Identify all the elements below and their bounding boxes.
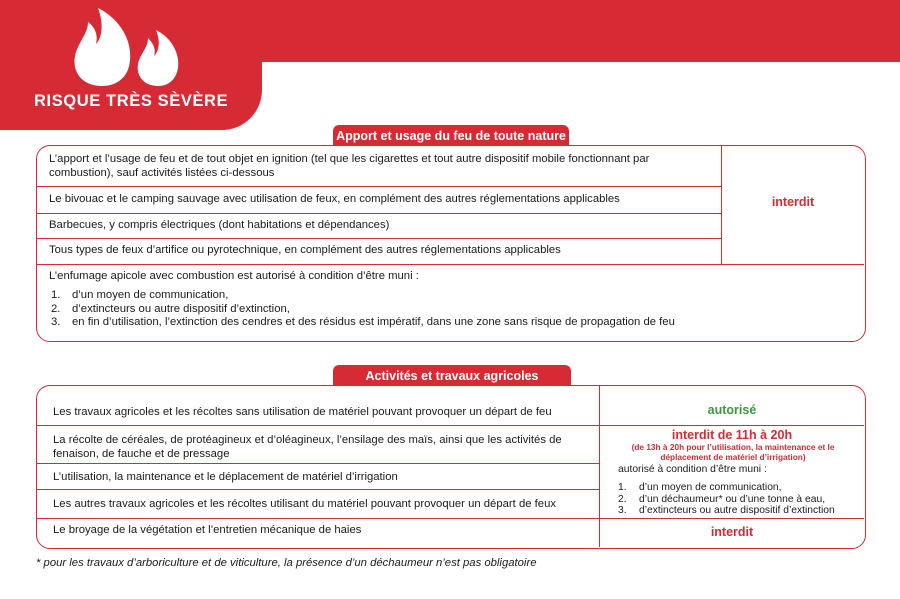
agricultural-table [36,385,866,549]
hours-note: (de 13h à 20h pour l’utilisation, la maintenance et le déplacement de matériel d’irrigation) [631,442,835,462]
list-item: 3. d’extincteurs ou autre dispositif d’extinction [618,505,835,517]
conditions-list [618,482,862,517]
table-row: L’utilisation, la maintenance et le déplacement de matériel d’irrigation [53,471,398,483]
list-item: 1. d’un moyen de communication, [51,289,229,301]
status-badge-autorise: autorisé [707,403,757,417]
list-item: 3. en fin d’utilisation, l’extinction des cendres et des résidus est impératif, dans une zone sans risque de propagation de feu [51,316,675,328]
fire-usage-table [36,145,866,342]
section-title-agricultural: Activités et travaux agricoles [333,365,571,386]
row-divider [37,264,864,265]
footnote: * pour les travaux d’arboriculture et de viticulture, la présence d’un déchaumeur n’est pas obligatoire [36,557,537,569]
risk-header [0,0,262,130]
table-row: Le bivouac et le camping sauvage avec utilisation de feux, en complément des autres réglementations applicables [49,193,620,205]
risk-level-title: RISQUE TRÈS SÈVÈRE [34,92,229,110]
table-row: Le broyage de la végétation et l’entretien mécanique de haies [53,524,362,536]
table-row: Les autres travaux agricoles et les récoltes utilisant du matériel pouvant provoquer un départ de feux [53,498,556,510]
list-item: 1. d’un moyen de communication, [618,482,782,493]
row-divider [37,463,599,464]
table-row: Barbecues, y compris électriques (dont habitations et dépendances) [49,219,390,231]
enfumage-conditions-list [51,289,851,330]
table-row: La récolte de céréales, de protéagineux et d’oléagineux, l’ensilage des maïs, ainsi que les activités de fenaison, de fauche et de pressage [53,434,562,460]
row-divider [37,425,864,426]
row-divider [37,518,864,519]
row-divider [37,186,721,187]
section-title-fire-usage: Apport et usage du feu de toute nature [333,125,569,146]
list-item: 2. d’extincteurs ou autre dispositif d’extinction, [51,302,290,315]
enfumage-intro: L’enfumage apicole avec combustion est autorisé à condition d’être muni : [49,270,419,282]
table-row: Les travaux agricoles et les récoltes sans utilisation de matériel pouvant provoquer un départ de feu [53,406,552,418]
condition-intro: autorisé à condition d’être muni : [618,464,767,475]
table-row: Tous types de feux d’artifice ou pyrotechnique, en complément des autres réglementations applicables [49,244,561,256]
list-item: 2. d’un déchaumeur* ou d’une tonne à eau, [618,493,826,505]
table-row: L’apport et l’usage de feu et de tout objet en ignition (tel que les cigarettes et tout autre dispositif mobile fonctionnant par combustion), sauf activités listées ci-dessous [49,153,650,179]
row-divider [37,213,721,214]
row-divider [37,238,721,239]
fire-icon [72,4,192,88]
status-badge-interdit: interdit [710,525,754,539]
row-divider [37,489,599,490]
status-badge-hours: interdit de 11h à 20h [671,428,793,442]
status-badge: interdit [771,195,815,209]
